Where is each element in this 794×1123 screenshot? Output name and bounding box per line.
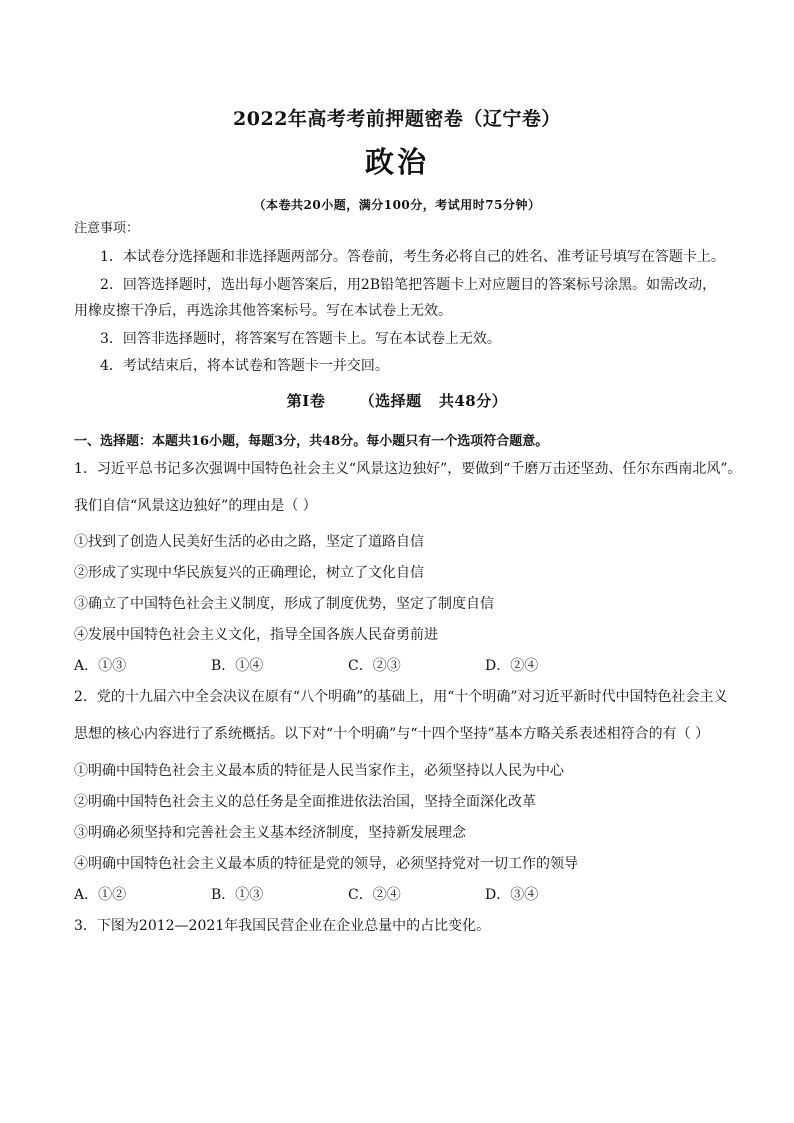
option-c: C．②④ — [348, 887, 401, 903]
section-instruction: 一、选择题：本题共16小题，每题3分，共48分。每小题只有一个选项符合题意。 — [74, 434, 549, 449]
exam-meta: （本卷共20小题，满分100分，考试用时75分钟） — [253, 198, 541, 212]
question-2-stem: 思想的核心内容进行了系统概括。以下对“十个明确”与“十四个坚持”基本方略关系表述相符合的有（ ） — [74, 726, 710, 742]
question-1-stem: 1．习近平总书记多次强调中国特色社会主义“风景这边独好”，要做到“千磨万击还坚劲、任尔东西南北风”。 — [74, 461, 742, 477]
option-a: A．①③ — [74, 658, 127, 674]
notice-item: 4．考试结束后，将本试卷和答题卡一并交回。 — [100, 358, 389, 374]
option-b: B．①③ — [211, 887, 264, 903]
notice-item: 3．回答非选择题时，将答案写在答题卡上。写在本试卷上无效。 — [100, 331, 501, 347]
subject-title: 政治 — [364, 145, 429, 179]
notice-item: 用橡皮擦干净后，再选涂其他答案标号。写在本试卷上无效。 — [74, 303, 452, 319]
option-d: D．③④ — [485, 887, 539, 903]
question-1-statement: ②形成了实现中华民族复兴的正确理论，树立了文化自信 — [74, 565, 424, 581]
question-2-statement: ②明确中国特色社会主义的总任务是全面推进依法治国，坚持全面深化改革 — [74, 794, 536, 810]
question-1-stem: 我们自信“风景这边独好”的理由是（ ） — [74, 498, 317, 514]
question-1-statement: ③确立了中国特色社会主义制度，形成了制度优势，坚定了制度自信 — [74, 596, 494, 612]
question-1-statement: ①找到了创造人民美好生活的必由之路，坚定了道路自信 — [74, 534, 424, 550]
question-2-stem: 2．党的十九届六中全会决议在原有“八个明确”的基础上，用“十个明确”对习近平新时代中国特色社会主义 — [74, 689, 728, 705]
exam-title: 2022年高考考前押题密卷（辽宁卷） — [233, 108, 561, 130]
notice-item: 1．本试卷分选择题和非选择题两部分。答卷前，考生务必将自己的姓名、准考证号填写在答题卡上。 — [100, 249, 725, 265]
option-c: C．②③ — [348, 658, 401, 674]
question-2-statement: ③明确必须坚持和完善社会主义基本经济制度，坚持新发展理念 — [74, 825, 466, 841]
question-3-stem: 3．下图为2012—2021年我国民营企业在企业总量中的占比变化。 — [74, 918, 491, 934]
notice-item: 2．回答选择题时，选出每小题答案后，用2B铅笔把答题卡上对应题目的答案标号涂黑。如需改动， — [100, 277, 717, 293]
option-b: B．①④ — [211, 658, 264, 674]
question-2-statement: ①明确中国特色社会主义最本质的特征是人民当家作主，必须坚持以人民为中心 — [74, 763, 564, 779]
question-1-statement: ④发展中国特色社会主义文化，指导全国各族人民奋勇前进 — [74, 627, 438, 643]
question-2-statement: ④明确中国特色社会主义最本质的特征是党的领导，必须坚持党对一切工作的领导 — [74, 856, 578, 872]
option-a: A．①② — [74, 887, 127, 903]
notice-heading: 注意事项： — [74, 221, 140, 236]
option-d: D．②④ — [485, 658, 539, 674]
section-title: 第Ⅰ卷 （选择题 共48分） — [286, 392, 508, 410]
